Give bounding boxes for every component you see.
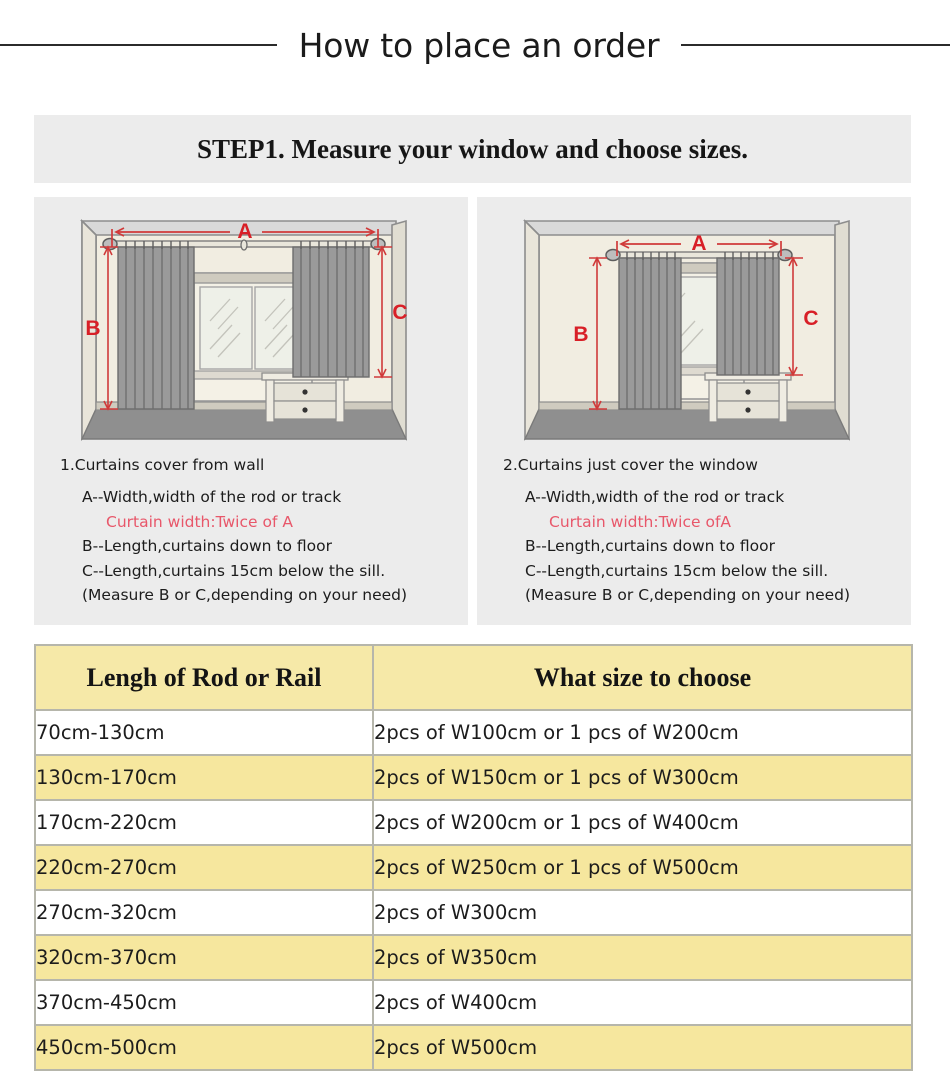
panel-curtains-cover-from-wall	[34, 197, 468, 625]
dimension-label-a: A	[691, 232, 707, 255]
table-row	[35, 755, 912, 800]
cell-size-choice: 2pcs of W500cm	[373, 1025, 912, 1070]
dimension-label-c: C	[392, 301, 408, 324]
cell-rod-length: 220cm-270cm	[35, 845, 373, 890]
column-header-size-choice: What size to choose	[373, 645, 912, 710]
panel-2-heading: 2.Curtains just cover the window	[503, 456, 758, 474]
cell-rod-length: 130cm-170cm	[35, 755, 373, 800]
table-row	[35, 800, 912, 845]
room-diagram-narrow-rod	[477, 203, 911, 451]
cell-rod-length: 270cm-320cm	[35, 890, 373, 935]
dimension-label-b: B	[573, 323, 589, 346]
step1-banner	[34, 115, 911, 183]
title-rule-left	[0, 44, 277, 46]
cell-rod-length: 370cm-450cm	[35, 980, 373, 1025]
panel-1-heading: 1.Curtains cover from wall	[60, 456, 265, 474]
cell-size-choice: 2pcs of W350cm	[373, 935, 912, 980]
cell-size-choice: 2pcs of W150cm or 1 pcs of W300cm	[373, 755, 912, 800]
table-row	[35, 845, 912, 890]
table-row	[35, 710, 912, 755]
table-body	[35, 710, 912, 1070]
dimension-label-b: B	[85, 317, 101, 340]
panel-1-line-note: (Measure B or C,depending on your need)	[82, 586, 408, 605]
dimension-label-a: A	[237, 220, 253, 243]
panel-2-line-note: (Measure B or C,depending on your need)	[525, 586, 851, 605]
table-row	[35, 1025, 912, 1070]
column-header-rod-length: Lengh of Rod or Rail	[35, 645, 373, 710]
title-rule-right	[681, 44, 950, 46]
cell-size-choice: 2pcs of W400cm	[373, 980, 912, 1025]
dimension-label-c: C	[803, 307, 819, 330]
panel-2-text	[477, 453, 911, 607]
table-row	[35, 980, 912, 1025]
step1-banner-text: STEP1. Measure your window and choose sizes.	[196, 133, 749, 164]
table-row	[35, 935, 912, 980]
cell-rod-length: 170cm-220cm	[35, 800, 373, 845]
panel-1-line-c: C--Length,curtains 15cm below the sill.	[82, 561, 386, 580]
table-header-row	[35, 645, 912, 710]
cell-rod-length: 450cm-500cm	[35, 1025, 373, 1070]
panel-2-line-c: C--Length,curtains 15cm below the sill.	[525, 561, 829, 580]
cell-rod-length: 320cm-370cm	[35, 935, 373, 980]
panel-1-line-b: B--Length,curtains down to floor	[82, 537, 332, 556]
cell-rod-length: 70cm-130cm	[35, 710, 373, 755]
room-diagram-wide-rod	[34, 203, 468, 451]
page-title: How to place an order	[298, 25, 660, 65]
panel-1-text	[34, 453, 468, 607]
cell-size-choice: 2pcs of W300cm	[373, 890, 912, 935]
table-row	[35, 890, 912, 935]
panel-2-line-a: A--Width,width of the rod or track	[525, 488, 785, 507]
cell-size-choice: 2pcs of W100cm or 1 pcs of W200cm	[373, 710, 912, 755]
size-chart-table	[34, 644, 913, 1071]
page-title-row	[0, 18, 950, 72]
panel-curtains-just-cover-window	[477, 197, 911, 625]
panel-2-line-red: Curtain width:Twice ofA	[549, 512, 732, 531]
cell-size-choice: 2pcs of W250cm or 1 pcs of W500cm	[373, 845, 912, 890]
panel-2-line-b: B--Length,curtains down to floor	[525, 537, 775, 556]
panel-1-line-red: Curtain width:Twice of A	[106, 512, 293, 531]
panel-1-line-a: A--Width,width of the rod or track	[82, 488, 342, 507]
instruction-panels	[34, 197, 911, 625]
cell-size-choice: 2pcs of W200cm or 1 pcs of W400cm	[373, 800, 912, 845]
